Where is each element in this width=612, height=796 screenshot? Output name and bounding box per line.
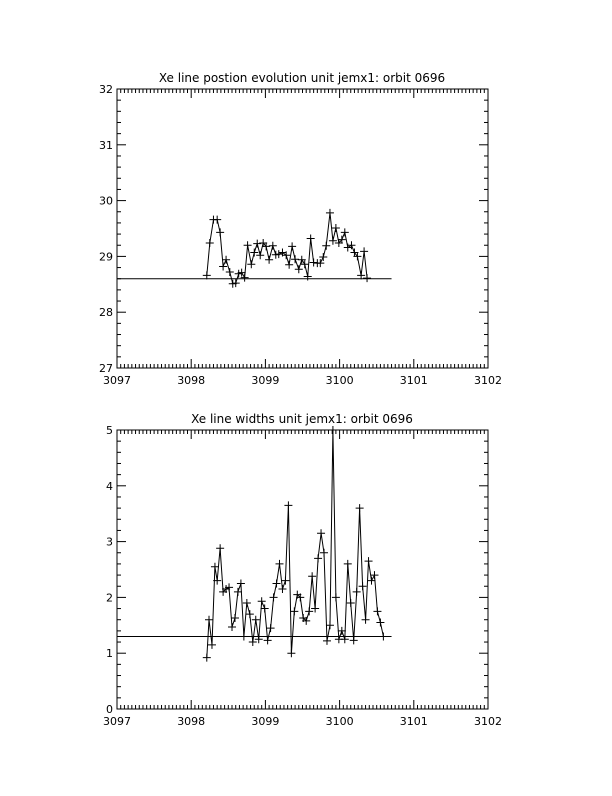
position-x-tick-label: 3097 xyxy=(103,374,131,387)
position-y-tick-label: 27 xyxy=(99,362,113,375)
width-x-tick-label: 3098 xyxy=(177,715,206,728)
position-x-tick-label: 3102 xyxy=(474,374,502,387)
width-chart-title: Xe line widths unit jemx1: orbit 0696 xyxy=(191,412,413,426)
width-x-tick-label: 3100 xyxy=(325,715,354,728)
width-x-tick-label: 3102 xyxy=(474,715,502,728)
width-y-tick-label: 3 xyxy=(106,535,113,549)
position-y-tick-label: 30 xyxy=(99,194,113,208)
width-y-tick-label: 0 xyxy=(106,703,113,716)
width-y-tick-label: 2 xyxy=(106,591,113,605)
position-y-tick-label: 32 xyxy=(99,83,113,96)
width-x-tick-label: 3101 xyxy=(399,715,428,728)
width-y-tick-label: 5 xyxy=(106,424,113,437)
position-x-tick-label: 3101 xyxy=(399,374,428,387)
position-y-tick-label: 28 xyxy=(99,306,113,320)
position-y-tick-label: 29 xyxy=(99,250,113,264)
width-y-tick-label: 1 xyxy=(106,647,113,661)
width-x-tick-label: 3097 xyxy=(103,715,131,728)
position-y-tick-label: 31 xyxy=(99,138,113,152)
position-chart-title: Xe line postion evolution unit jemx1: orbit 0696 xyxy=(158,71,446,85)
position-x-tick-label: 3098 xyxy=(177,374,206,387)
width-y-tick-label: 4 xyxy=(106,479,113,493)
position-x-tick-label: 3099 xyxy=(251,374,280,387)
position-x-tick-label: 3100 xyxy=(325,374,354,387)
width-x-tick-label: 3099 xyxy=(251,715,280,728)
